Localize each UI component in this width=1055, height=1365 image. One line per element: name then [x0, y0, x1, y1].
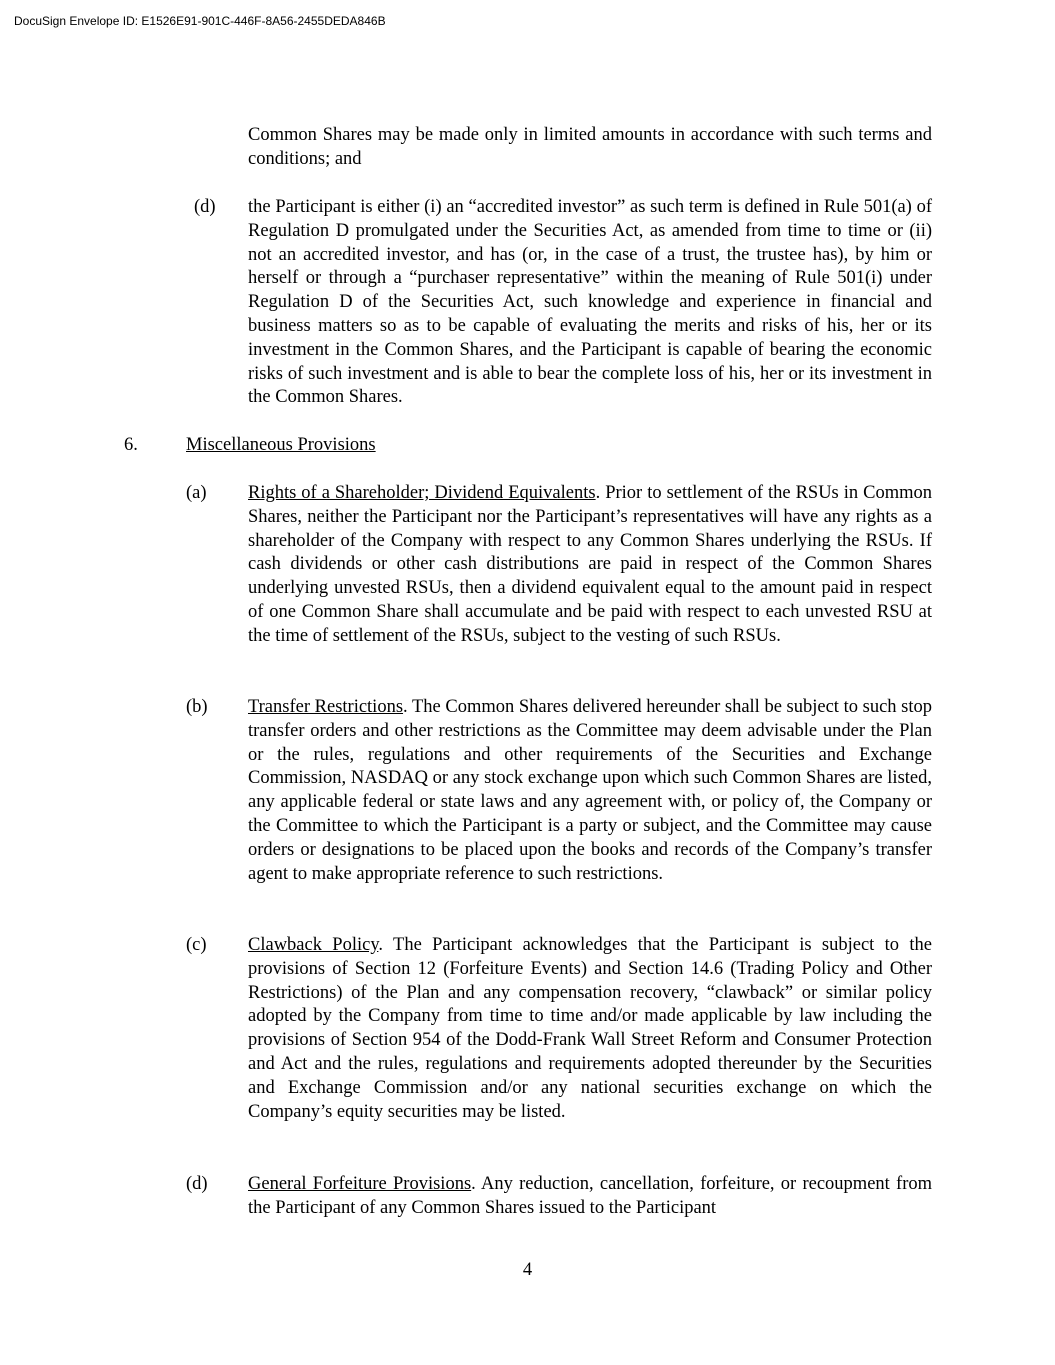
clause-d-heading: General Forfeiture Provisions	[248, 1174, 472, 1194]
clause-c	[248, 934, 932, 1124]
clause-d	[248, 1173, 932, 1221]
section-number: 6.	[124, 435, 138, 455]
clause-b-text: . The Common Shares delivered hereunder shall be subject to such stop transfer orders and other restrictions as the Committee may deem advisable under the Plan or the rules, regulations and other requirements of the Securities and Exchange Commission, NASDAQ or any stock exchange upon which such Common Shares are listed, any applicable federal or state laws and any agreement with, or policy of, the Company or the Committee to which the Participant is a party or subject, and the Committee may cause orders or designations to be placed upon the books and records of the Company’s transfer agent to make appropriate reference to such restrictions.	[248, 697, 932, 884]
clause-c-text: . The Participant acknowledges that the Participant is subject to the provisions of Section 12 (Forfeiture Events) and Section 14.6 (Trading Policy and Other Restrictions) of the Plan and any compensation recovery, “clawback” or similar policy adopted by the Company from time to time and/or made applicable by law including the provisions of Section 954 of the Dodd-Frank Wall Street Reform and Consumer Protection and Act and the rules, regulations and requirements adopted thereunder by the Securities and Exchange Commission and/or any national securities exchange on which the Company’s equity securities may be listed.	[248, 935, 932, 1122]
clause-label-d: (d)	[186, 1174, 208, 1194]
clause-b	[248, 696, 932, 886]
continuation-paragraph: Common Shares may be made only in limited amounts in accordance with such terms and conditions; and	[248, 125, 932, 169]
clause-c-heading: Clawback Policy	[248, 935, 379, 955]
clause-d-prev-text: the Participant is either (i) an “accredited investor” as such term is defined in Rule 501(a) of Regulation D promulgated under the Securities Act, as amended from time to time or (ii) not an accredited investor, and has (or, in the case of a trust, the trustee has), by him or herself or through a “purchaser representative” within the meaning of Rule 501(i) under Regulation D of the Securities Act, such knowledge and experience in financial and business matters so as to be capable of evaluating the merits and risks of his, her or its investment in the Common Shares, and the Participant is capable of bearing the economic risks of such investment and is able to bear the complete loss of his, her or its investment in the Common Shares.	[248, 197, 932, 408]
section-title: Miscellaneous Provisions	[186, 435, 376, 455]
clause-label-b: (b)	[186, 697, 208, 717]
clause-b-heading: Transfer Restrictions	[248, 697, 404, 717]
clause-label-c: (c)	[186, 935, 207, 955]
clause-a	[248, 482, 932, 649]
clause-a-heading: Rights of a Shareholder; Dividend Equivalents	[248, 483, 596, 503]
clause-a-text: . Prior to settlement of the RSUs in Common Shares, neither the Participant nor the Participant’s representatives will have any rights as a shareholder of the Company with respect to any Common Shares underlying the RSUs. If cash dividends or other cash distributions are paid in respect of the Common Shares underlying unvested RSUs, then a dividend equivalent equal to the amount paid in respect of one Common Share shall accumulate and be paid with respect to each unvested RSU at the time of settlement of the RSUs, subject to the vesting of such RSUs.	[248, 483, 932, 646]
page-number: 4	[522, 1260, 533, 1280]
clause-label-d-prev: (d)	[194, 197, 216, 217]
clause-d-text: . Any reduction, cancellation, forfeiture, or recoupment from the Participant of any Common Shares issued to the Participant	[248, 1174, 933, 1218]
docusign-envelope-id: DocuSign Envelope ID: E1526E91-901C-446F-8A56-2455DEDA846B	[14, 14, 386, 28]
clause-label-a: (a)	[186, 483, 207, 503]
